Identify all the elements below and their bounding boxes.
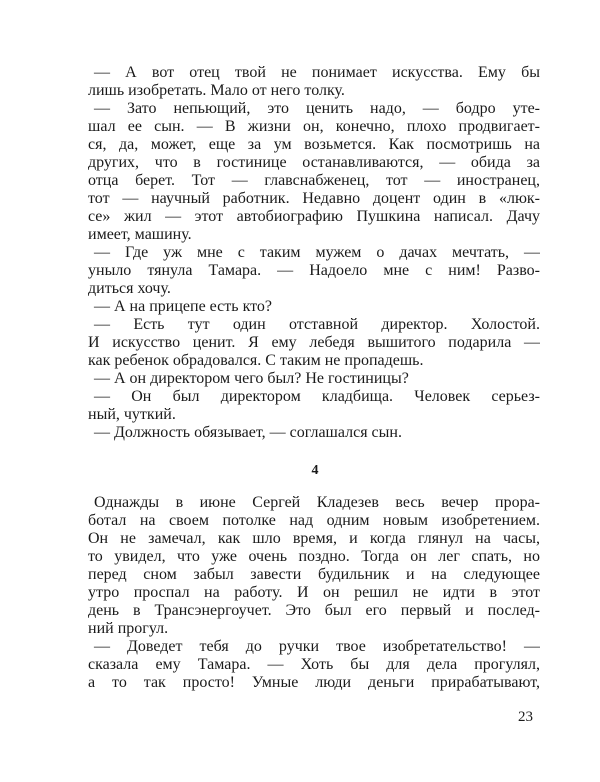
paragraph [88, 298, 540, 316]
text-line: ся, да, может, еще за ум возьмется. Как посмотришь на [88, 136, 540, 153]
paragraph [88, 316, 540, 370]
text-line: отца берет. Тот — главснабженец, тот — иностранец, [88, 172, 540, 189]
text-line: Он не замечал, как шло время, и когда глянул на часы, [88, 530, 540, 547]
paragraph [88, 424, 540, 442]
text-section-2 [88, 494, 540, 692]
paragraph [88, 638, 540, 692]
text-line: день в Трансэнергоучет. Это был его первый и послед- [88, 602, 540, 619]
text-line: то увидел, что уже очень поздно. Тогда он лег спать, но [88, 548, 540, 565]
text-line: сказала ему Тамара. — Хоть бы для дела прогулял, [88, 656, 540, 673]
text-line: — Доведет тебя до ручки твое изобретательство! — [94, 638, 540, 655]
text-line: се» жил — этот автобиографию Пушкина написал. Дачу [88, 208, 540, 225]
text-line: а то так просто! Умные люди деньги прирабатывают, [88, 674, 540, 691]
text-line: И искусство ценит. Я ему лебедя вышитого подарила — [88, 334, 540, 351]
paragraph [88, 244, 540, 298]
text-line: — А на прицепе есть кто? [94, 298, 273, 315]
text-line: ный, чуткий. [88, 406, 176, 423]
text-line: лишь изобретать. Мало от него толку. [88, 82, 345, 99]
section-number: 4 [311, 463, 319, 478]
text-line: — Есть тут один отставной директор. Холостой. [94, 316, 540, 333]
text-line: ботал на своем потолке над одним новым изобретением. [88, 512, 540, 529]
text-line: — Где уж мне с таким мужем о дачах мечтать, — [94, 244, 540, 261]
page-number: 23 [518, 709, 533, 725]
text-line: как ребенок обрадовался. С таким не пропадешь. [88, 352, 424, 369]
text-line: перед сном забыл завести будильник и на следующее [88, 566, 540, 583]
paragraph [88, 64, 540, 100]
text-line: ний прогул. [88, 620, 169, 637]
paragraph [88, 494, 540, 638]
text-section-1 [88, 64, 540, 442]
paragraph [88, 370, 540, 388]
text-line: утро проспал на работу. И он решил не идти в этот [88, 584, 540, 601]
text-line: — А он директором чего был? Не гостиницы? [94, 370, 409, 387]
text-line: — Зато непьющий, это ценить надо, — бодро уте- [94, 100, 540, 117]
paragraph [88, 100, 540, 244]
text-line: других, что в гостинице останавливаются, — обида за [88, 154, 540, 171]
paragraph [88, 388, 540, 424]
text-line: уныло тянула Тамара. — Надоело мне с ним! Разво- [88, 262, 540, 279]
text-line: — А вот отец твой не понимает искусства. Ему бы [94, 64, 540, 81]
text-line: — Он был директором кладбища. Человек серьез- [94, 388, 540, 405]
text-line: тот — научный работник. Недавно доцент один в «люк- [88, 190, 540, 207]
text-line: шал ее сын. — В жизни он, конечно, плохо продвигает- [88, 118, 540, 135]
text-line: имеет, машину. [88, 226, 192, 243]
text-line: — Должность обязывает, — соглашался сын. [94, 424, 402, 441]
text-line: Однажды в июне Сергей Кладезев весь вечер прора- [94, 494, 540, 511]
text-line: диться хочу. [88, 280, 171, 297]
